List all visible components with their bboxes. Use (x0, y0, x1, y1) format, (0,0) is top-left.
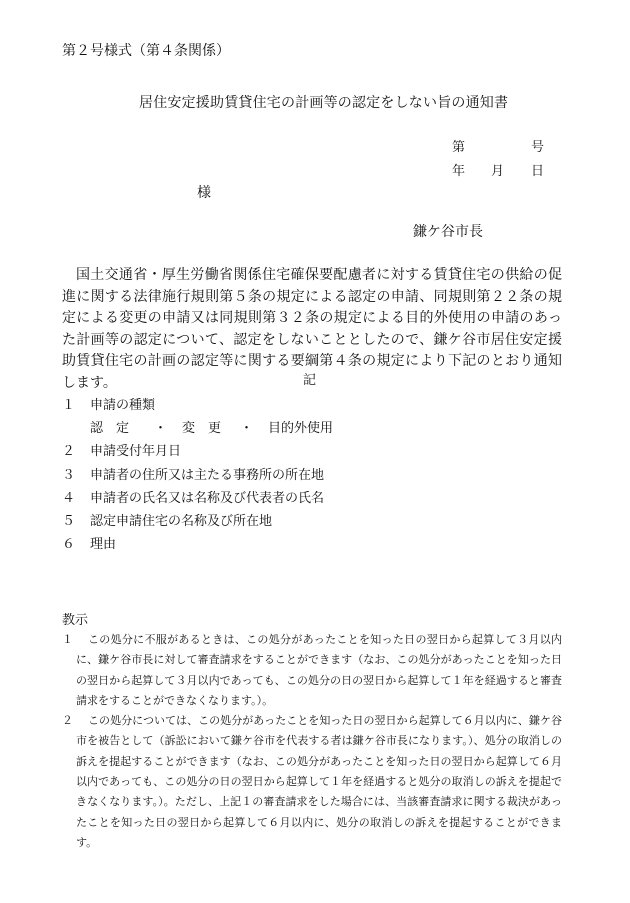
teaching-heading: 教示 (62, 613, 89, 628)
date-month-label: 月 (491, 164, 505, 179)
number-prefix: 第 (452, 140, 466, 155)
type-nintei: 認 定 (90, 421, 130, 437)
notice-body: 国土交通省・厚生労働省関係住宅確保要配慮者に対する賃貸住宅の供給の促進に関する法律施行規則第５条の規定による認定の申請、同規則第２２条の規定による変更の申請又は同規則第３２条の規定による目的外使用の申請のあった計画等の認定について、認定をしないこととしたので、鎌ケ谷市居住安定援助賃貸住宅の計画の認定等に関する要綱第４条の規定により下記のとおり通知します。 (62, 267, 562, 391)
teaching-notes (62, 630, 562, 853)
item-label: 認定申請住宅の名称及び所在地 (90, 513, 273, 529)
list-item (62, 487, 333, 510)
note-item (62, 711, 562, 853)
list-item (62, 533, 333, 556)
list-item (62, 510, 333, 533)
list-item (62, 394, 333, 417)
document-title: 居住安定援助賃貸住宅の計画等の認定をしない旨の通知書 (139, 95, 509, 111)
item-label: 申請者の氏名又は名称及び代表者の氏名 (90, 490, 325, 506)
note-item (62, 630, 562, 711)
item-number: ６ (62, 537, 76, 553)
issuer-name: 鎌ケ谷市長 (413, 224, 483, 240)
ki-heading: 記 (303, 373, 317, 388)
item-label: 申請の種類 (90, 398, 156, 413)
date-year-label: 年 (452, 164, 466, 179)
item-label: 理由 (90, 537, 117, 553)
item-list (62, 394, 333, 556)
item-number: ５ (62, 513, 76, 529)
item-label: 申請者の住所又は主たる事務所の所在地 (90, 467, 325, 483)
note-text: この処分に不服があるときは、この処分があったことを知った日の翌日から起算して３月以内に、鎌ケ谷市長に対して審査請求をすることができます（なお、この処分があったことを知った日の翌日から起算して３月以内であっても、この処分の日の翌日から起算して１年を経過すると審査請求をすることができなくなります。）。 (76, 633, 562, 707)
date-day-label: 日 (531, 164, 545, 179)
note-number: １ (62, 633, 73, 646)
item-number: ４ (62, 490, 76, 506)
type-mokutekigai: 目的外使用 (268, 421, 334, 437)
item-number: ３ (62, 467, 76, 483)
list-item (62, 440, 333, 463)
type-separator: ・ (154, 421, 168, 437)
number-suffix: 号 (531, 140, 545, 155)
type-henkou: 変 更 (182, 421, 222, 437)
addressee-suffix: 様 (197, 185, 211, 201)
item-number: ２ (62, 444, 76, 460)
note-text: この処分については、この処分があったことを知った日の翌日から起算して６月以内に、鎌ケ谷市を被告として（訴訟において鎌ケ谷市を代表する者は鎌ケ谷市長になります。）、処分の取消しの訴えを提起することができます（なお、この処分があったことを知った日の翌日から起算して６月以内であっても、この処分の日の翌日から起算して１年を経過すると処分の取消しの訴えを提起できなくなります。）。ただし、上記１の審査請求をした場合には、当該審査請求に関する裁決があったことを知った日の翌日から起算して６月以内に、処分の取消しの訴えを提起することができます。 (76, 714, 562, 849)
item-number: １ (62, 398, 76, 413)
form-number: 第２号様式（第４条関係） (62, 43, 230, 59)
item-label: 申請受付年月日 (90, 444, 182, 460)
type-separator: ・ (240, 421, 254, 437)
application-types (62, 417, 333, 440)
note-number: ２ (62, 714, 73, 728)
list-item (62, 464, 333, 487)
